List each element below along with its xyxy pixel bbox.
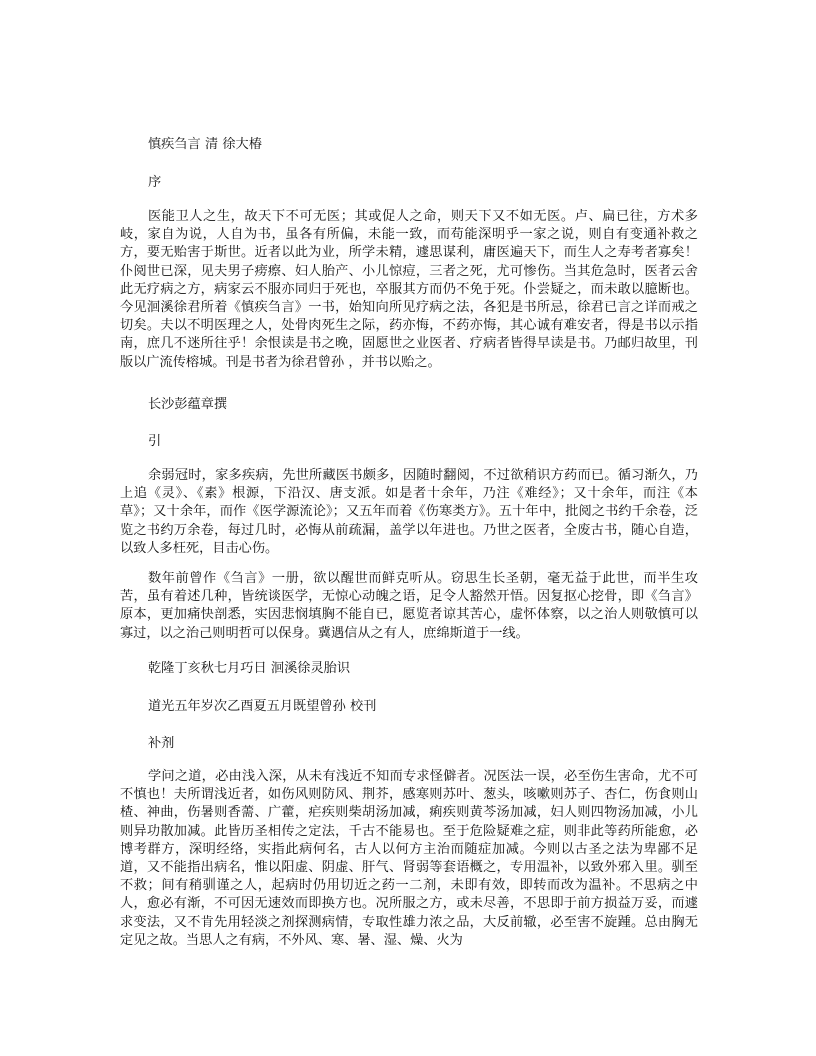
preface-author: 长沙彭蕴章撰 (148, 397, 228, 412)
heading-intro: 引 (148, 434, 162, 449)
date-signature: 乾隆丁亥秋七月巧日 洄溪徐灵胎识 (148, 661, 351, 676)
document-title: 慎疾刍言 清 徐大椿 (148, 137, 262, 152)
paragraph-intro-1: 余弱冠时，家多疾病，先世所藏医书颇多，因随时翻阅，不过欲稍识方药而已。循习渐久，乃上追《灵》、《素》根源，下沿汉、唐支派。如是者十余年，乃注《难经》；又十余年，而注《本草》；又十余年，而作《医学源流论》；又五年而着《伤寒类方》。五十年中，批阅之书约千余卷，泛览之书约万余卷，每过几时，必悔从前疏漏，盖学以年进也。乃世之医者，全废古书，随心自造，以致人多枉死，目击心伤。 (120, 468, 698, 556)
publication-line: 道光五年岁次乙酉夏五月既望曾孙 校刊 (148, 699, 377, 714)
paragraph-supplement: 学问之道，必由浅入深，从未有浅近不知而专求怪僻者。况医法一误，必至伤生害命，尤不可不慎也！夫所谓浅近者，如伤风则防风、荆芥，感寒则苏叶、葱头，咳嗽则苏子、杏仁，伤食则山楂、神曲，伤暑则香薷、广藿，疟疾则柴胡汤加减，痢疾则黄芩汤加减，妇人则四物汤加减，小儿则异功散加减。此皆历圣相传之定法，千古不能易也。至于危险疑难之症，则非此等药所能愈，必博考群方，深明经络，实指此病何名，古人以何方主治而随症加减。今则以古圣之法为卑鄙不足道，又不能指出病名，惟以阳虚、阴虚、肝气、肾弱等套语概之，专用温补，以致外邪入里。驯至不救；间有稍驯谨之人，起病时仍用切近之药一二剂，未即有效，即转而改为温补。不思病之中人，愈必有渐，不可因无速效而即换方也。况所服之方，或未尽善，不思即于前方损益万妥，而遽求变法，又不肯先用轻淡之剂探测病情，专取性雄力浓之品，大反前辙，必至害不旋踵。总由胸无定见之故。当思人之有病，不外风、寒、暑、湿、燥、火为 (120, 769, 698, 948)
paragraph-intro-2: 数年前曾作《刍言》一册，欲以醒世而鲜克听从。窃思生长圣朝，毫无益于此世，而半生攻苦，虽有着述几种，皆统谈医学，无惊心动魄之语，足令人豁然开悟。因复抠心挖骨，即《刍言》原本，更加痛快剖悉，实因悲悯填胸不能自已，愿览者谅其苦心，虚怀体察，以之治人则敬慎可以寡过，以之治己则明哲可以保身。冀遇信从之有人，庶绵斯道于一线。 (120, 571, 698, 641)
paragraph-preface: 医能卫人之生，故天下不可无医；其或促人之命，则天下又不如无医。卢、扁已往，方术多岐，家自为说，人自为书，虽各有所偏，未能一致，而苟能深明乎一家之说，则自有变通补救之方，要无贻害于斯世。近者以此为业，所学未精，遽思谋利，庸医遍天下，而生人之寿考者寡矣！仆阅世已深，见夫男子痨瘵、妇人胎产、小儿惊痘，三者之死，尤可惨伤。当其危急时，医者云舍此无疗病之方，病家云不服亦同归于死也，卒服其方而仍不免于死。仆尝疑之，而未敢以臆断也。今见洄溪徐君所着《慎疾刍言》一书，始知向所见疗病之法，各犯是书所忌，徐君已言之详而戒之切矣。夫以不明医理之人，处骨肉死生之际，药亦悔，不药亦悔，其心诚有难安者，得是书以示指南，庶几不迷所往乎！余恨读是书之晚，固愿世之业医者、疗病者皆得早读是书。乃邮归故里，刊版以广流传榕城。刊是书者为徐君曾孙 ，并书以贻之。 (120, 209, 698, 370)
heading-supplement: 补剂 (148, 736, 175, 751)
heading-preface: 序 (148, 175, 162, 190)
